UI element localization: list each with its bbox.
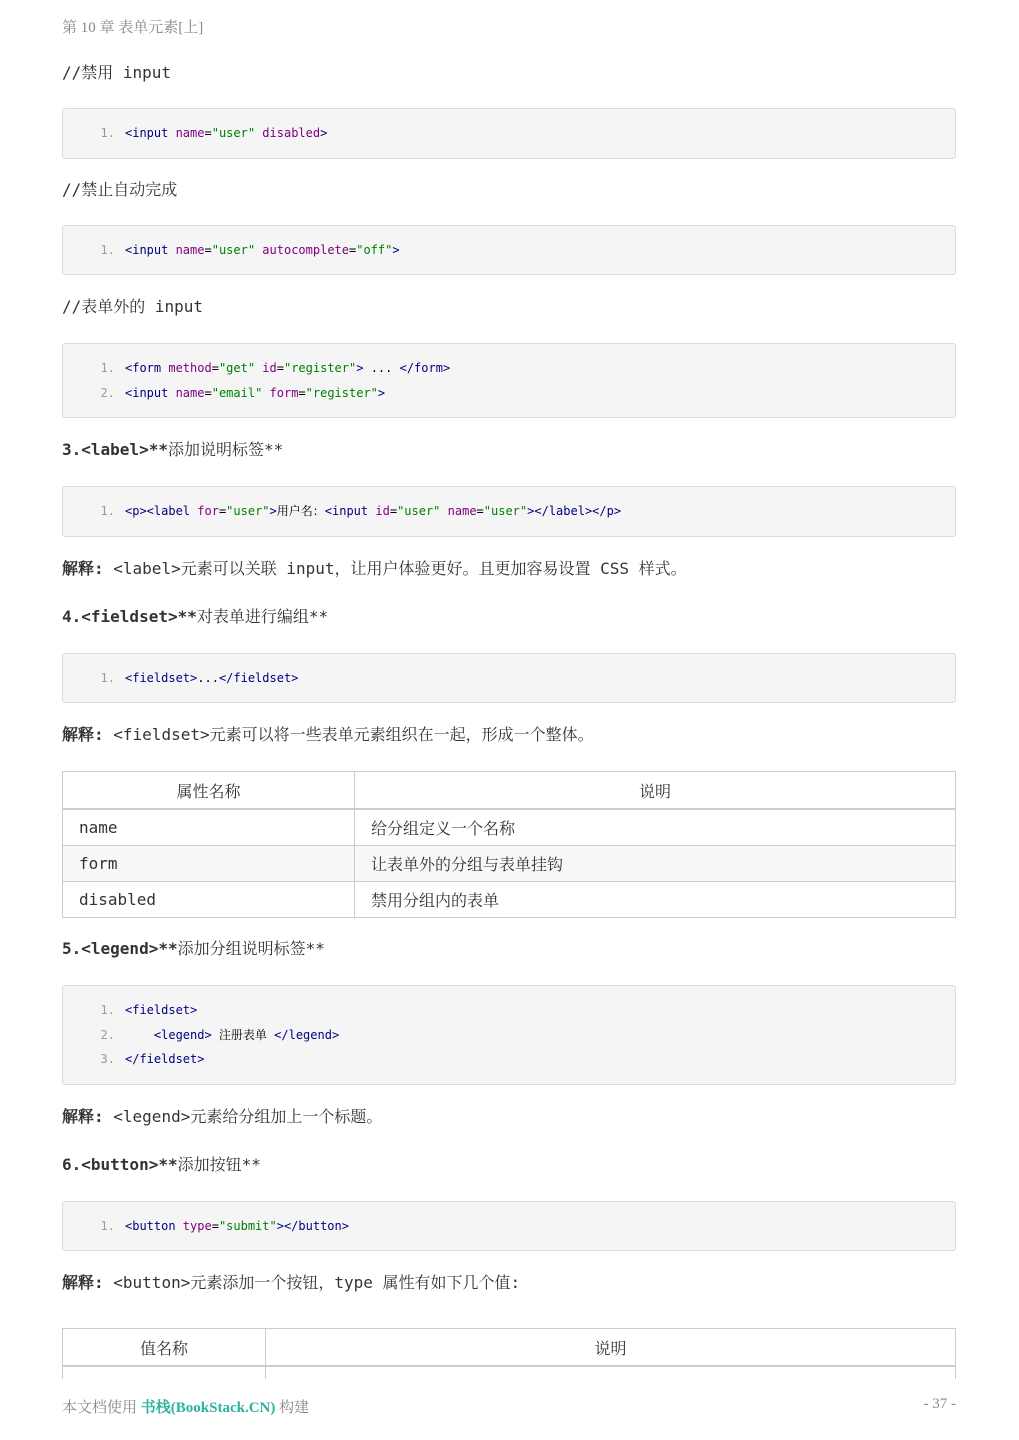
comment-disable-input: //禁用 input — [62, 63, 172, 82]
code-attr: id — [255, 361, 277, 375]
code-punct: = — [218, 504, 227, 518]
code-attr: type — [175, 1218, 212, 1233]
comment-outside-input: //表单外的 input — [62, 297, 204, 316]
table-header-row — [63, 1329, 956, 1367]
table-cell: form — [63, 846, 355, 882]
button-values-table-clip — [62, 1328, 956, 1379]
code-tag: <input — [125, 242, 169, 257]
code-tag: </form> — [399, 361, 451, 375]
code-value: "off" — [356, 242, 393, 257]
heading-label — [62, 437, 956, 463]
code-tag: ></label></p> — [527, 504, 622, 518]
code-value: "user" — [211, 242, 256, 257]
code-value: "register" — [305, 385, 378, 400]
code-attr: method — [161, 361, 212, 375]
heading-strong: 3.<label>** — [62, 440, 168, 459]
explanation-text: <legend>元素给分组加上一个标题。 — [103, 1106, 383, 1126]
code-block-button — [62, 1201, 956, 1252]
table-row — [63, 882, 956, 918]
heading-text: 添加说明标签** — [167, 440, 284, 459]
explanation-legend — [62, 1104, 956, 1130]
explanation-label — [62, 556, 956, 582]
page-footer — [62, 1396, 309, 1417]
code-tag: </fieldset> — [218, 670, 299, 685]
code-line — [63, 998, 955, 1023]
code-line — [63, 1214, 955, 1239]
code-line — [63, 238, 955, 263]
table-header-cell: 属性名称 — [63, 772, 355, 810]
footer-suffix: 构建 — [275, 1400, 310, 1416]
code-block-disabled — [62, 108, 956, 159]
code-punct: = — [211, 1218, 219, 1233]
heading-strong: 5.<legend>** — [62, 939, 178, 958]
fieldset-attributes-table — [62, 771, 956, 918]
code-tag: <p><label — [125, 504, 191, 518]
line-number: 1. — [100, 504, 115, 518]
explanation-prefix: 解释: — [62, 1106, 104, 1126]
page-content — [62, 60, 956, 1296]
code-tag: ></button> — [276, 1218, 349, 1233]
code-line — [63, 499, 955, 524]
table-cell: 给分组定义一个名称 — [355, 809, 956, 846]
code-punct: = — [204, 126, 212, 140]
code-tag: <button — [125, 1218, 176, 1233]
footer-brand-link[interactable]: 书栈(BookStack.CN) — [140, 1400, 276, 1416]
code-tag: > — [320, 126, 328, 140]
explanation-prefix: 解释: — [62, 725, 104, 744]
code-value: "user" — [483, 504, 528, 518]
heading-button — [62, 1152, 956, 1178]
heading-text: 对表单进行编组** — [196, 606, 329, 626]
line-number: 1. — [100, 670, 115, 685]
line-number: 3. — [100, 1052, 115, 1066]
code-block-form-outside — [62, 343, 956, 418]
line-number: 1. — [100, 1003, 115, 1017]
code-value: "submit" — [218, 1218, 277, 1233]
code-text: 注册表单 — [211, 1027, 275, 1042]
table-header-cell: 说明 — [266, 1329, 956, 1367]
table-cell: 禁用分组内的表单 — [355, 882, 956, 918]
code-text: ... — [197, 670, 219, 685]
code-punct: = — [476, 504, 484, 518]
code-line — [63, 1047, 955, 1072]
code-punct: = — [349, 242, 357, 257]
code-attr: autocomplete — [255, 242, 349, 257]
explanation-button — [62, 1270, 956, 1296]
code-tag: <input — [125, 385, 169, 400]
heading-strong: 6.<button>** — [62, 1154, 178, 1174]
code-punct: = — [204, 385, 212, 400]
code-value: "user" — [397, 504, 441, 518]
code-value: "register" — [283, 361, 357, 375]
table-row — [63, 1366, 956, 1379]
footer-prefix: 本文档使用 — [62, 1400, 141, 1416]
line-number: 2. — [100, 1027, 115, 1042]
code-punct: = — [389, 504, 398, 518]
code-tag: > — [377, 385, 386, 400]
code-text: 用户名： — [276, 504, 325, 518]
heading-strong: 4.<fieldset>** — [62, 606, 197, 626]
comment-autocomplete: //禁止自动完成 — [62, 179, 178, 199]
code-punct: = — [276, 361, 284, 375]
code-attr: name — [168, 126, 205, 140]
code-tag: > — [356, 361, 364, 375]
code-punct: = — [211, 361, 219, 375]
heading-text: 添加按钮** — [177, 1154, 261, 1174]
code-tag: <input — [125, 126, 169, 140]
code-block-autocomplete — [62, 225, 956, 276]
code-tag: </legend> — [274, 1027, 340, 1042]
code-attr: form — [262, 385, 299, 400]
line-number: 2. — [100, 385, 115, 400]
code-tag: > — [269, 504, 277, 518]
table-header-cell: 值名称 — [63, 1329, 266, 1367]
code-attr: name — [440, 504, 477, 518]
code-indent — [125, 1023, 154, 1048]
chapter-header: 第 10 章 表单元素[上] — [62, 20, 204, 36]
page-number: - 37 - — [923, 1396, 956, 1412]
table-cell: disabled — [63, 882, 355, 918]
code-line — [63, 381, 955, 406]
code-tag: </fieldset> — [125, 1052, 205, 1066]
line-number: 1. — [100, 242, 115, 257]
code-block-fieldset — [62, 653, 956, 704]
explanation-prefix: 解释: — [62, 1273, 104, 1292]
code-tag: <form — [125, 361, 162, 375]
heading-legend — [62, 936, 956, 962]
code-value: "user" — [226, 504, 270, 518]
code-value: "get" — [218, 361, 256, 375]
code-line — [63, 356, 955, 381]
code-block-legend — [62, 985, 956, 1085]
code-attr: id — [368, 504, 390, 518]
table-header-row — [63, 772, 956, 810]
code-punct: = — [298, 385, 306, 400]
button-values-table — [62, 1328, 956, 1379]
line-number: 1. — [100, 1218, 115, 1233]
code-punct: = — [204, 242, 212, 257]
heading-text: 添加分组说明标签** — [177, 939, 325, 958]
explanation-text: <label>元素可以关联 input，让用户体验更好。且更加容易设置 CSS 样式。 — [103, 558, 687, 578]
table-row — [63, 809, 956, 846]
explanation-prefix: 解释: — [62, 558, 104, 578]
code-value: "user" — [211, 126, 256, 140]
explanation-text: <button>元素添加一个按钮，type 属性有如下几个值: — [103, 1273, 521, 1292]
code-tag: <fieldset> — [125, 670, 198, 685]
code-attr: name — [168, 242, 205, 257]
code-line — [63, 666, 955, 691]
explanation-fieldset — [62, 722, 956, 748]
code-tag: > — [392, 242, 400, 257]
line-number: 1. — [100, 126, 115, 140]
code-attr: for — [190, 504, 219, 518]
code-block-label — [62, 486, 956, 537]
code-tag: <legend> — [153, 1027, 212, 1042]
table-cell: name — [63, 809, 355, 846]
table-row — [63, 846, 956, 882]
code-text: ... — [363, 361, 400, 375]
code-attr: name — [168, 385, 205, 400]
code-line — [63, 1023, 955, 1048]
line-number: 1. — [100, 361, 115, 375]
code-attr: disabled — [255, 126, 321, 140]
code-tag: <input — [324, 504, 369, 518]
code-line — [63, 121, 955, 146]
code-value: "email" — [211, 385, 263, 400]
table-cell: 让表单外的分组与表单挂钩 — [355, 846, 956, 882]
explanation-text: <fieldset>元素可以将一些表单元素组织在一起，形成一个整体。 — [103, 725, 594, 744]
table-header-cell: 说明 — [355, 772, 956, 810]
code-tag: <fieldset> — [125, 1003, 198, 1017]
heading-fieldset — [62, 604, 956, 630]
